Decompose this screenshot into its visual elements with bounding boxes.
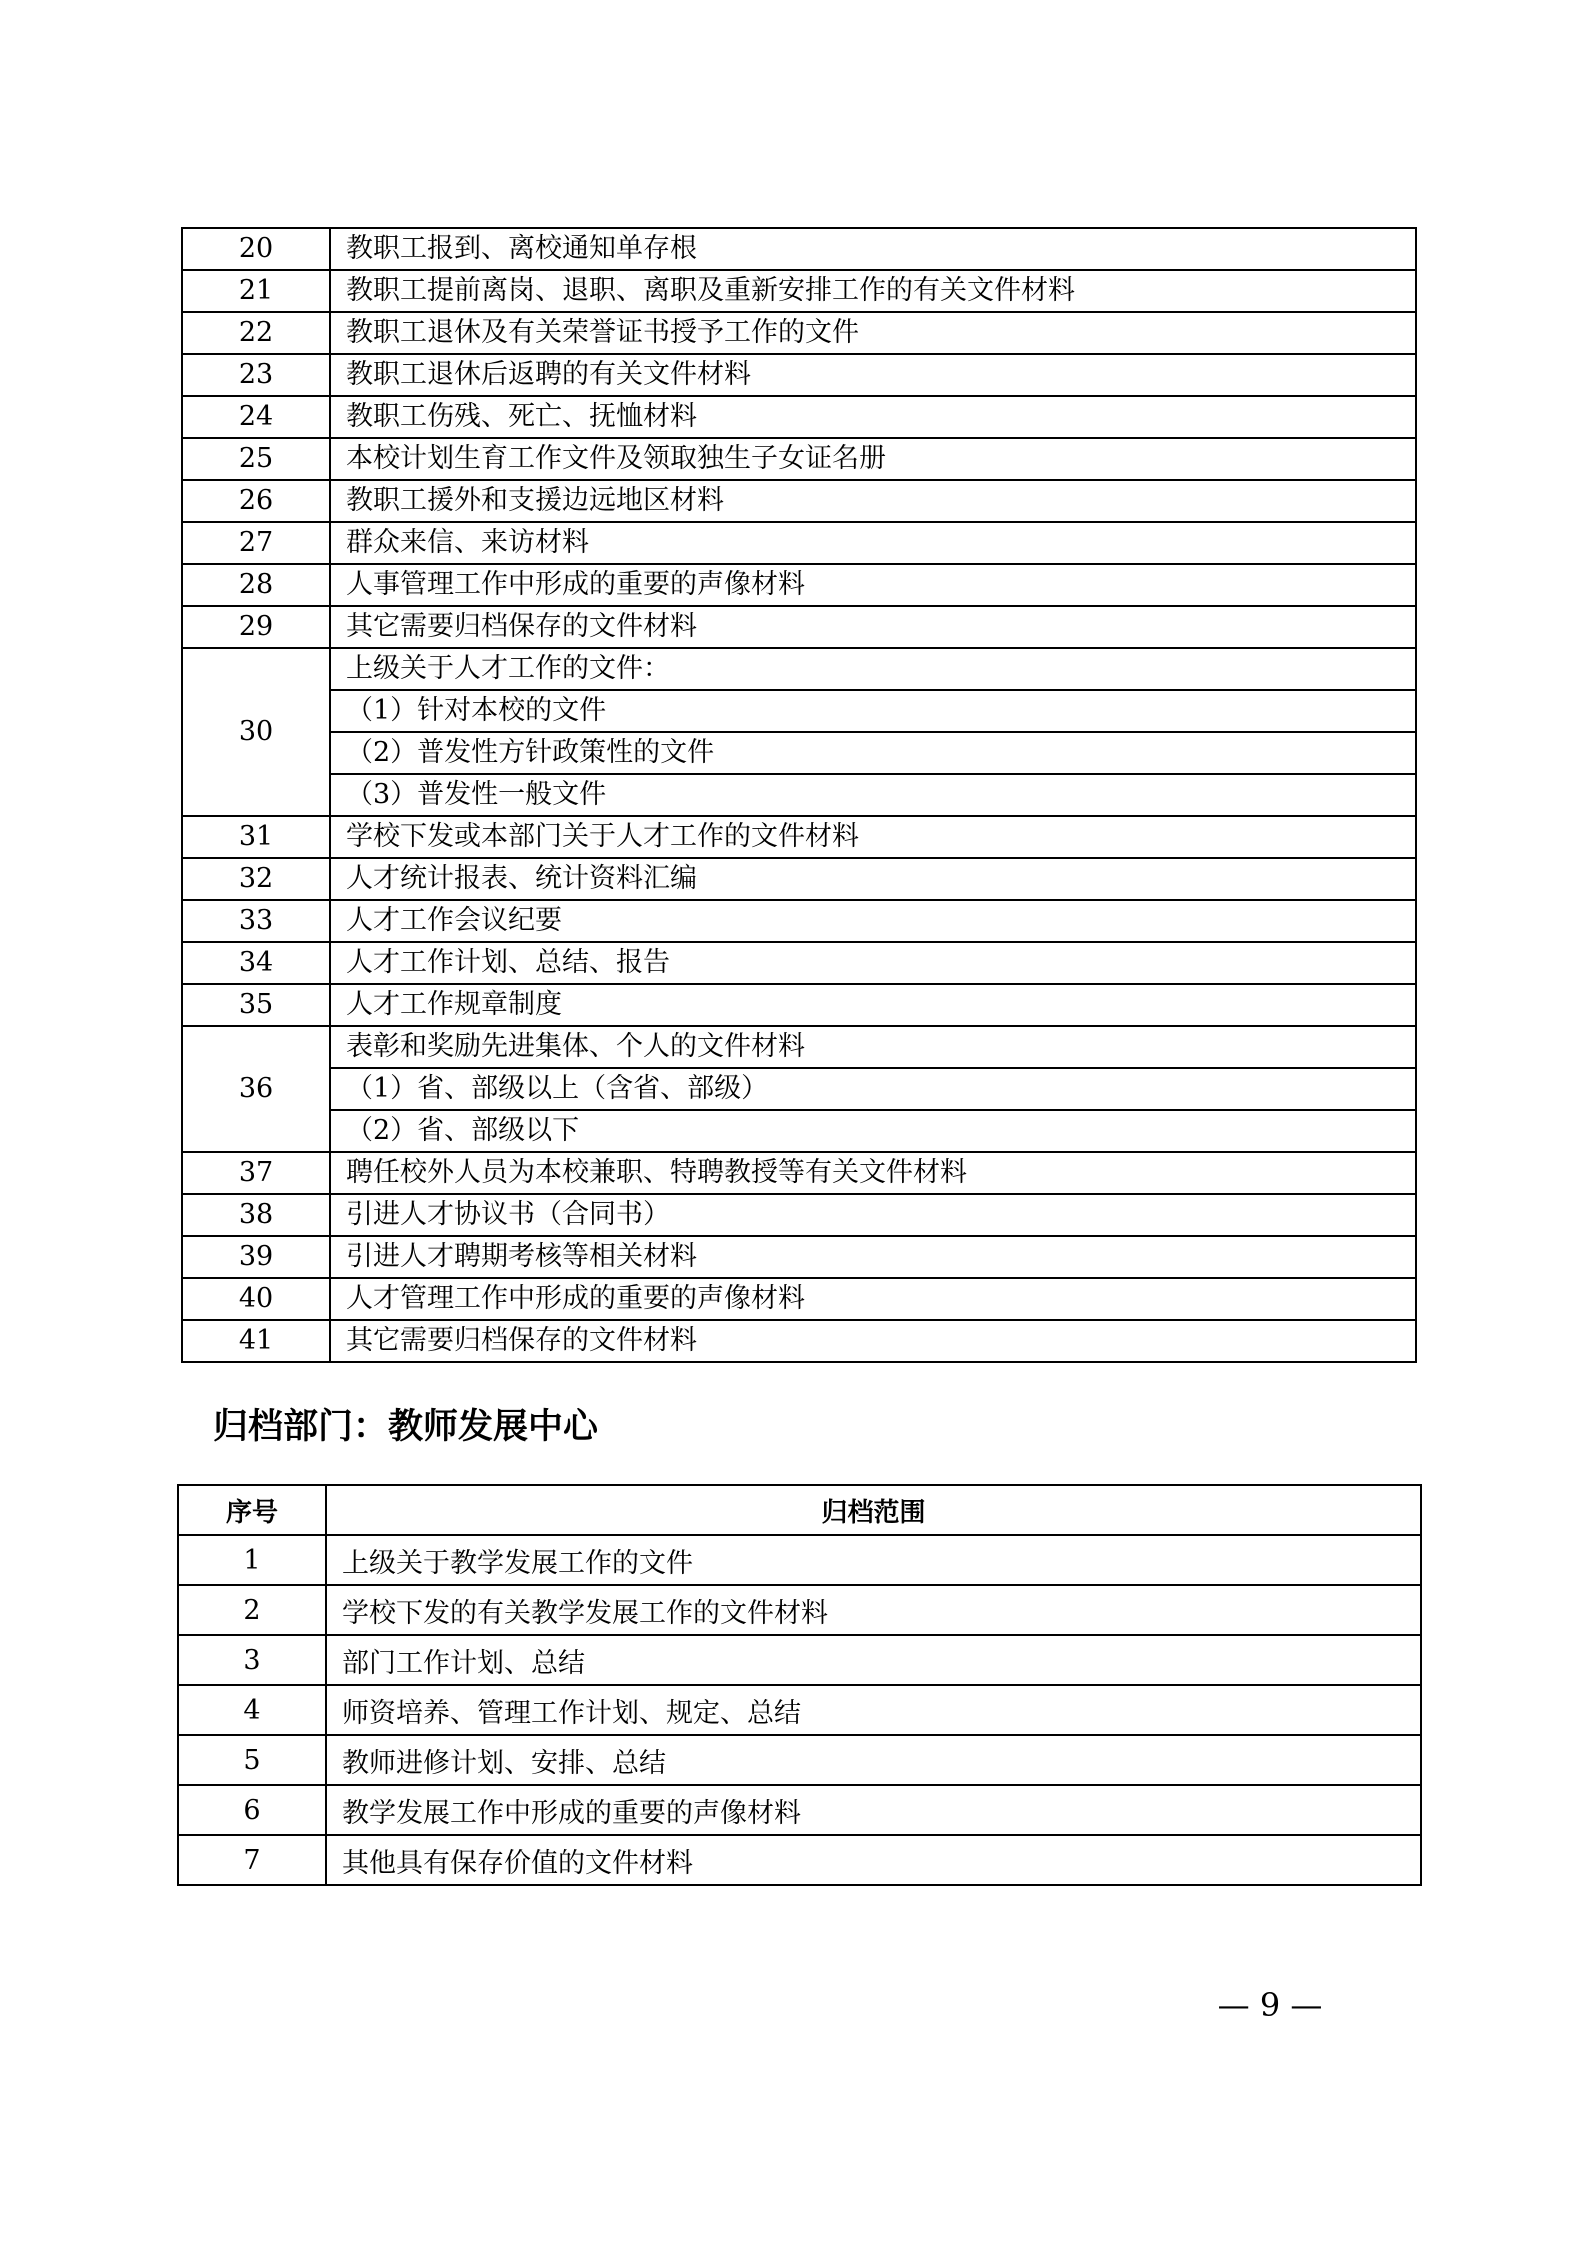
- table-row: [178, 1785, 1421, 1835]
- table-row: [182, 1194, 1416, 1236]
- row-description: 人才工作规章制度: [330, 984, 1416, 1026]
- row-description: 人才统计报表、统计资料汇编: [330, 858, 1416, 900]
- row-number: 26: [182, 480, 330, 522]
- header-row: [178, 1485, 1421, 1535]
- row-number: 24: [182, 396, 330, 438]
- row-number: 35: [182, 984, 330, 1026]
- row-description: 引进人才聘期考核等相关材料: [330, 1236, 1416, 1278]
- row-number: 3: [178, 1635, 326, 1685]
- row-number: 34: [182, 942, 330, 984]
- row-description: 教学发展工作中形成的重要的声像材料: [326, 1785, 1421, 1835]
- table-row: [178, 1835, 1421, 1885]
- row-sub-item: （2）省、部级以下: [330, 1110, 1416, 1152]
- row-sub-item: （1）针对本校的文件: [330, 690, 1416, 732]
- table-row: [182, 1320, 1416, 1362]
- row-sub-item: （2）普发性方针政策性的文件: [330, 732, 1416, 774]
- row-number: 33: [182, 900, 330, 942]
- table-row: [178, 1635, 1421, 1685]
- table-row: [182, 1026, 1416, 1068]
- table-row: [178, 1735, 1421, 1785]
- table-row: [182, 522, 1416, 564]
- row-description: 教职工提前离岗、退职、离职及重新安排工作的有关文件材料: [330, 270, 1416, 312]
- row-description: 人才工作计划、总结、报告: [330, 942, 1416, 984]
- table-row: [182, 942, 1416, 984]
- table-row: [182, 1110, 1416, 1152]
- table-header: [178, 1485, 1421, 1535]
- row-description: 教职工援外和支援边远地区材料: [330, 480, 1416, 522]
- row-description: 师资培养、管理工作计划、规定、总结: [326, 1685, 1421, 1735]
- table-row: [182, 606, 1416, 648]
- row-number: 31: [182, 816, 330, 858]
- row-sub-item: （3）普发性一般文件: [330, 774, 1416, 816]
- row-description: 教职工伤残、死亡、抚恤材料: [330, 396, 1416, 438]
- header-serial-number: 序号: [178, 1485, 326, 1535]
- row-number: 38: [182, 1194, 330, 1236]
- table-row: [182, 438, 1416, 480]
- row-number: 22: [182, 312, 330, 354]
- row-number: 37: [182, 1152, 330, 1194]
- row-description: 其它需要归档保存的文件材料: [330, 1320, 1416, 1362]
- row-number: 6: [178, 1785, 326, 1835]
- row-description: 其它需要归档保存的文件材料: [330, 606, 1416, 648]
- row-number: 7: [178, 1835, 326, 1885]
- table-row: [182, 732, 1416, 774]
- row-description: 上级关于人才工作的文件：: [330, 648, 1416, 690]
- row-number: 23: [182, 354, 330, 396]
- row-number: 28: [182, 564, 330, 606]
- row-number: 36: [182, 1026, 330, 1152]
- row-description: 部门工作计划、总结: [326, 1635, 1421, 1685]
- row-description: 引进人才协议书（合同书）: [330, 1194, 1416, 1236]
- row-number: 4: [178, 1685, 326, 1735]
- row-number: 21: [182, 270, 330, 312]
- table-row: [182, 396, 1416, 438]
- row-number: 41: [182, 1320, 330, 1362]
- row-number: 39: [182, 1236, 330, 1278]
- row-description: 教职工退休及有关荣誉证书授予工作的文件: [330, 312, 1416, 354]
- row-number: 40: [182, 1278, 330, 1320]
- row-number: 29: [182, 606, 330, 648]
- table-row: [182, 312, 1416, 354]
- row-number: 30: [182, 648, 330, 816]
- row-number: 25: [182, 438, 330, 480]
- table-row: [182, 900, 1416, 942]
- row-description: 聘任校外人员为本校兼职、特聘教授等有关文件材料: [330, 1152, 1416, 1194]
- row-description: 其他具有保存价值的文件材料: [326, 1835, 1421, 1885]
- row-number: 27: [182, 522, 330, 564]
- row-description: 群众来信、来访材料: [330, 522, 1416, 564]
- row-description: 本校计划生育工作文件及领取独生子女证名册: [330, 438, 1416, 480]
- table-row: [182, 1152, 1416, 1194]
- table-row: [182, 354, 1416, 396]
- row-number: 2: [178, 1585, 326, 1635]
- table-row: [178, 1585, 1421, 1635]
- row-description: 人才管理工作中形成的重要的声像材料: [330, 1278, 1416, 1320]
- row-description: 学校下发的有关教学发展工作的文件材料: [326, 1585, 1421, 1635]
- table-row: [182, 1068, 1416, 1110]
- header-archive-scope: 归档范围: [326, 1485, 1421, 1535]
- row-description: 上级关于教学发展工作的文件: [326, 1535, 1421, 1585]
- row-description: 表彰和奖励先进集体、个人的文件材料: [330, 1026, 1416, 1068]
- page-number: — 9 —: [1217, 1986, 1323, 2024]
- table-row: [182, 1278, 1416, 1320]
- row-number: 1: [178, 1535, 326, 1585]
- teacher-development-archive-table: [177, 1484, 1422, 1886]
- row-description: 教师进修计划、安排、总结: [326, 1735, 1421, 1785]
- table-row: [182, 774, 1416, 816]
- table-row: [182, 228, 1416, 270]
- row-description: 人事管理工作中形成的重要的声像材料: [330, 564, 1416, 606]
- table-row: [182, 858, 1416, 900]
- table-row: [182, 270, 1416, 312]
- archive-scope-table-continued: [181, 227, 1417, 1363]
- row-description: 人才工作会议纪要: [330, 900, 1416, 942]
- row-sub-item: （1）省、部级以上（含省、部级）: [330, 1068, 1416, 1110]
- table-row: [182, 1236, 1416, 1278]
- table-row: [182, 648, 1416, 690]
- row-number: 5: [178, 1735, 326, 1785]
- table-row: [178, 1685, 1421, 1735]
- table-row: [182, 480, 1416, 522]
- row-number: 32: [182, 858, 330, 900]
- table-row: [182, 564, 1416, 606]
- teacher-development-table-body: [178, 1535, 1421, 1885]
- row-description: 教职工报到、离校通知单存根: [330, 228, 1416, 270]
- table-row: [182, 690, 1416, 732]
- section-heading: 归档部门：教师发展中心: [213, 1407, 599, 1447]
- row-description: 教职工退休后返聘的有关文件材料: [330, 354, 1416, 396]
- row-description: 学校下发或本部门关于人才工作的文件材料: [330, 816, 1416, 858]
- archive-scope-table-body: [182, 228, 1416, 1362]
- table-row: [182, 984, 1416, 1026]
- table-row: [182, 816, 1416, 858]
- table-row: [178, 1535, 1421, 1585]
- row-number: 20: [182, 228, 330, 270]
